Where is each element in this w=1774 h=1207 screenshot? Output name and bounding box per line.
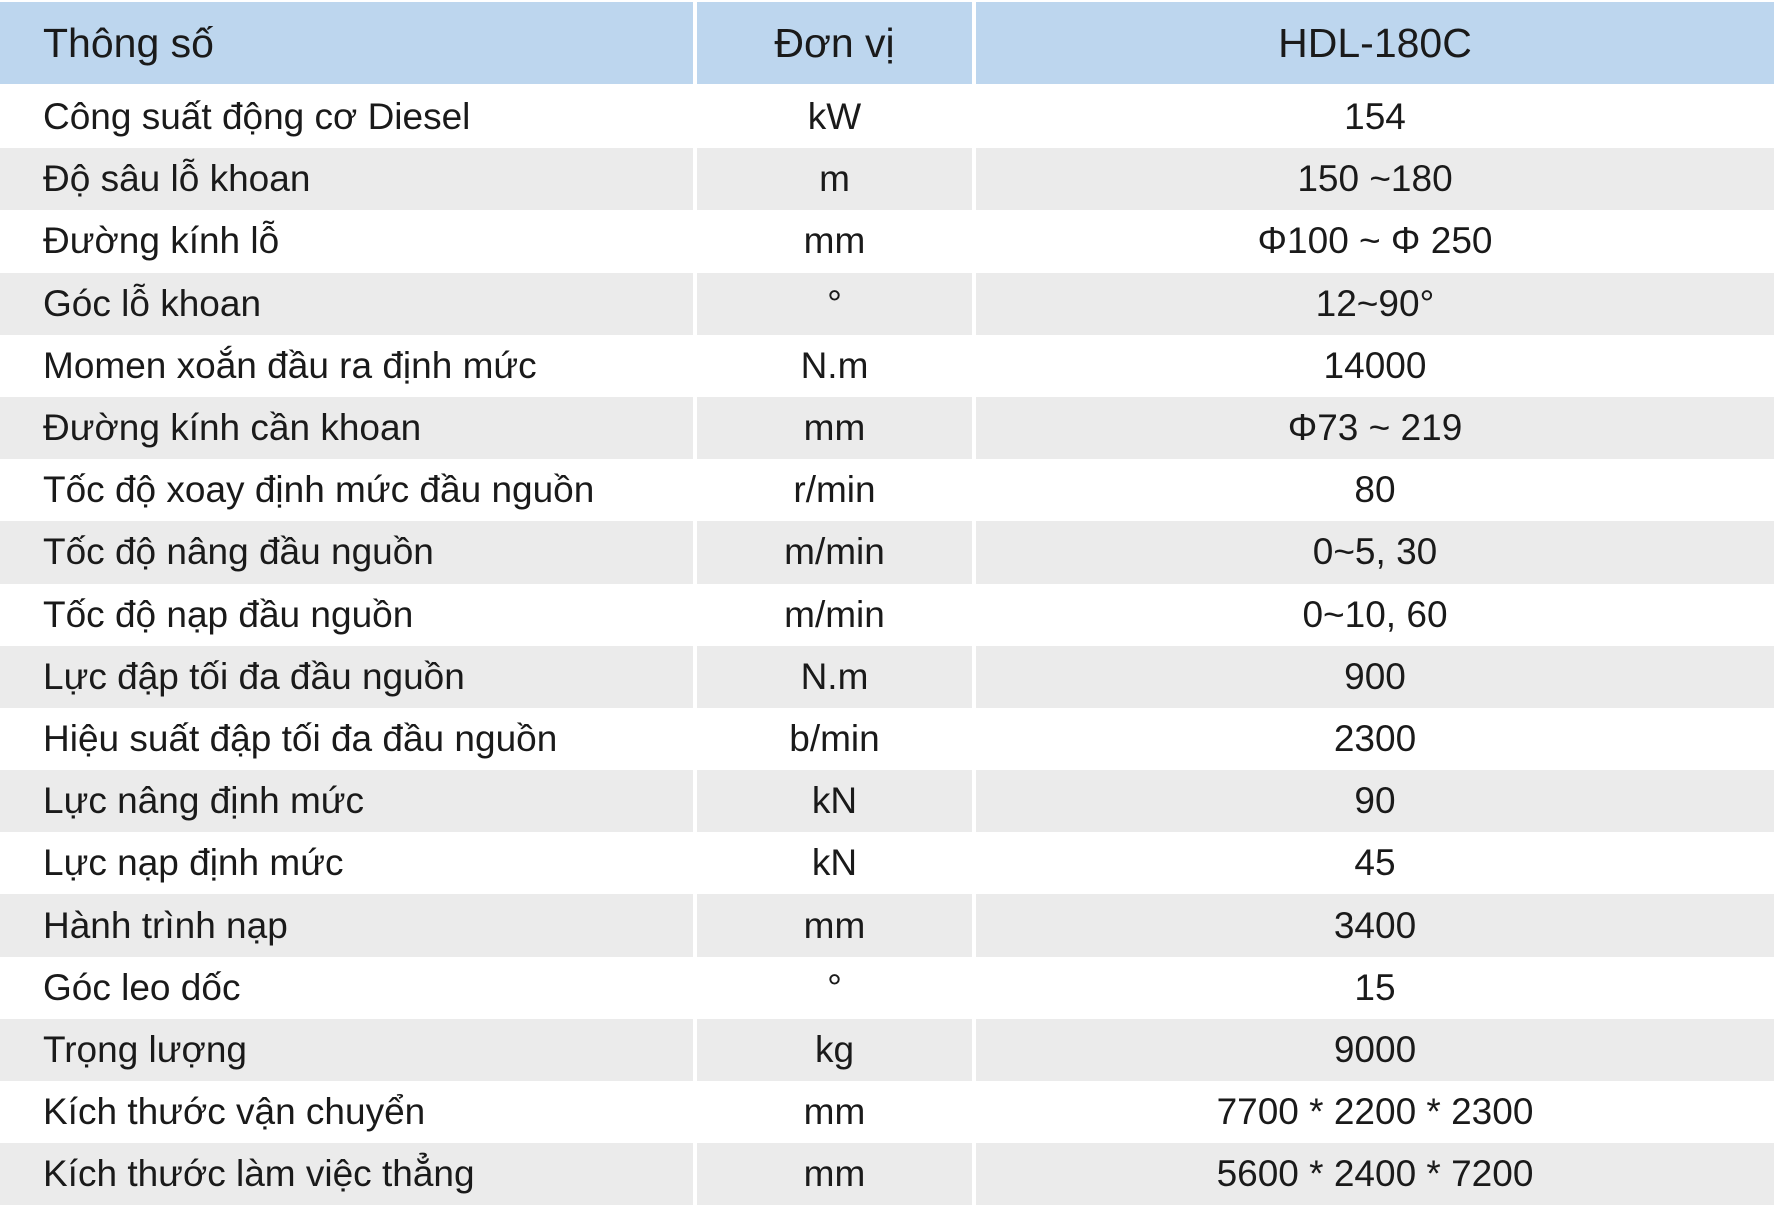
- cell-value: 12~90°: [972, 273, 1774, 335]
- cell-parameter: Kích thước vận chuyển: [0, 1081, 693, 1143]
- cell-value: Φ100 ~ Φ 250: [972, 210, 1774, 272]
- cell-parameter: Hành trình nạp: [0, 894, 693, 956]
- cell-parameter: Lực nâng định mức: [0, 770, 693, 832]
- cell-unit: °: [693, 273, 972, 335]
- cell-parameter: Hiệu suất đập tối đa đầu nguồn: [0, 708, 693, 770]
- cell-parameter: Độ sâu lỗ khoan: [0, 148, 693, 210]
- cell-value: 45: [972, 832, 1774, 894]
- cell-unit: mm: [693, 1143, 972, 1205]
- cell-parameter: Lực nạp định mức: [0, 832, 693, 894]
- cell-value: 900: [972, 646, 1774, 708]
- cell-value: 80: [972, 459, 1774, 521]
- cell-unit: °: [693, 957, 972, 1019]
- cell-value: 5600 * 2400 * 7200: [972, 1143, 1774, 1205]
- cell-parameter: Trọng lượng: [0, 1019, 693, 1081]
- cell-value: 154: [972, 86, 1774, 148]
- cell-parameter: Tốc độ nâng đầu nguồn: [0, 521, 693, 583]
- cell-parameter: Momen xoắn đầu ra định mức: [0, 335, 693, 397]
- cell-value: 0~10, 60: [972, 584, 1774, 646]
- cell-unit: kg: [693, 1019, 972, 1081]
- cell-unit: mm: [693, 210, 972, 272]
- cell-value: 9000: [972, 1019, 1774, 1081]
- cell-unit: mm: [693, 894, 972, 956]
- cell-value: Φ73 ~ 219: [972, 397, 1774, 459]
- header-parameter: Thông số: [0, 0, 693, 86]
- cell-unit: r/min: [693, 459, 972, 521]
- cell-value: 150 ~180: [972, 148, 1774, 210]
- cell-unit: mm: [693, 397, 972, 459]
- cell-unit: kW: [693, 86, 972, 148]
- cell-parameter: Công suất động cơ Diesel: [0, 86, 693, 148]
- cell-parameter: Kích thước làm việc thẳng: [0, 1143, 693, 1205]
- cell-parameter: Đường kính lỗ: [0, 210, 693, 272]
- cell-value: 2300: [972, 708, 1774, 770]
- cell-value: 90: [972, 770, 1774, 832]
- cell-parameter: Góc leo dốc: [0, 957, 693, 1019]
- cell-unit: kN: [693, 770, 972, 832]
- cell-unit: m/min: [693, 584, 972, 646]
- cell-unit: N.m: [693, 646, 972, 708]
- cell-unit: mm: [693, 1081, 972, 1143]
- cell-parameter: Góc lỗ khoan: [0, 273, 693, 335]
- cell-parameter: Lực đập tối đa đầu nguồn: [0, 646, 693, 708]
- cell-value: 3400: [972, 894, 1774, 956]
- cell-parameter: Tốc độ xoay định mức đầu nguồn: [0, 459, 693, 521]
- cell-parameter: Tốc độ nạp đầu nguồn: [0, 584, 693, 646]
- cell-value: 15: [972, 957, 1774, 1019]
- cell-unit: kN: [693, 832, 972, 894]
- header-unit: Đơn vị: [693, 0, 972, 86]
- cell-unit: N.m: [693, 335, 972, 397]
- cell-value: 14000: [972, 335, 1774, 397]
- cell-value: 0~5, 30: [972, 521, 1774, 583]
- header-model: HDL-180C: [972, 0, 1774, 86]
- cell-parameter: Đường kính cần khoan: [0, 397, 693, 459]
- cell-unit: b/min: [693, 708, 972, 770]
- cell-unit: m: [693, 148, 972, 210]
- cell-unit: m/min: [693, 521, 972, 583]
- cell-value: 7700 * 2200 * 2300: [972, 1081, 1774, 1143]
